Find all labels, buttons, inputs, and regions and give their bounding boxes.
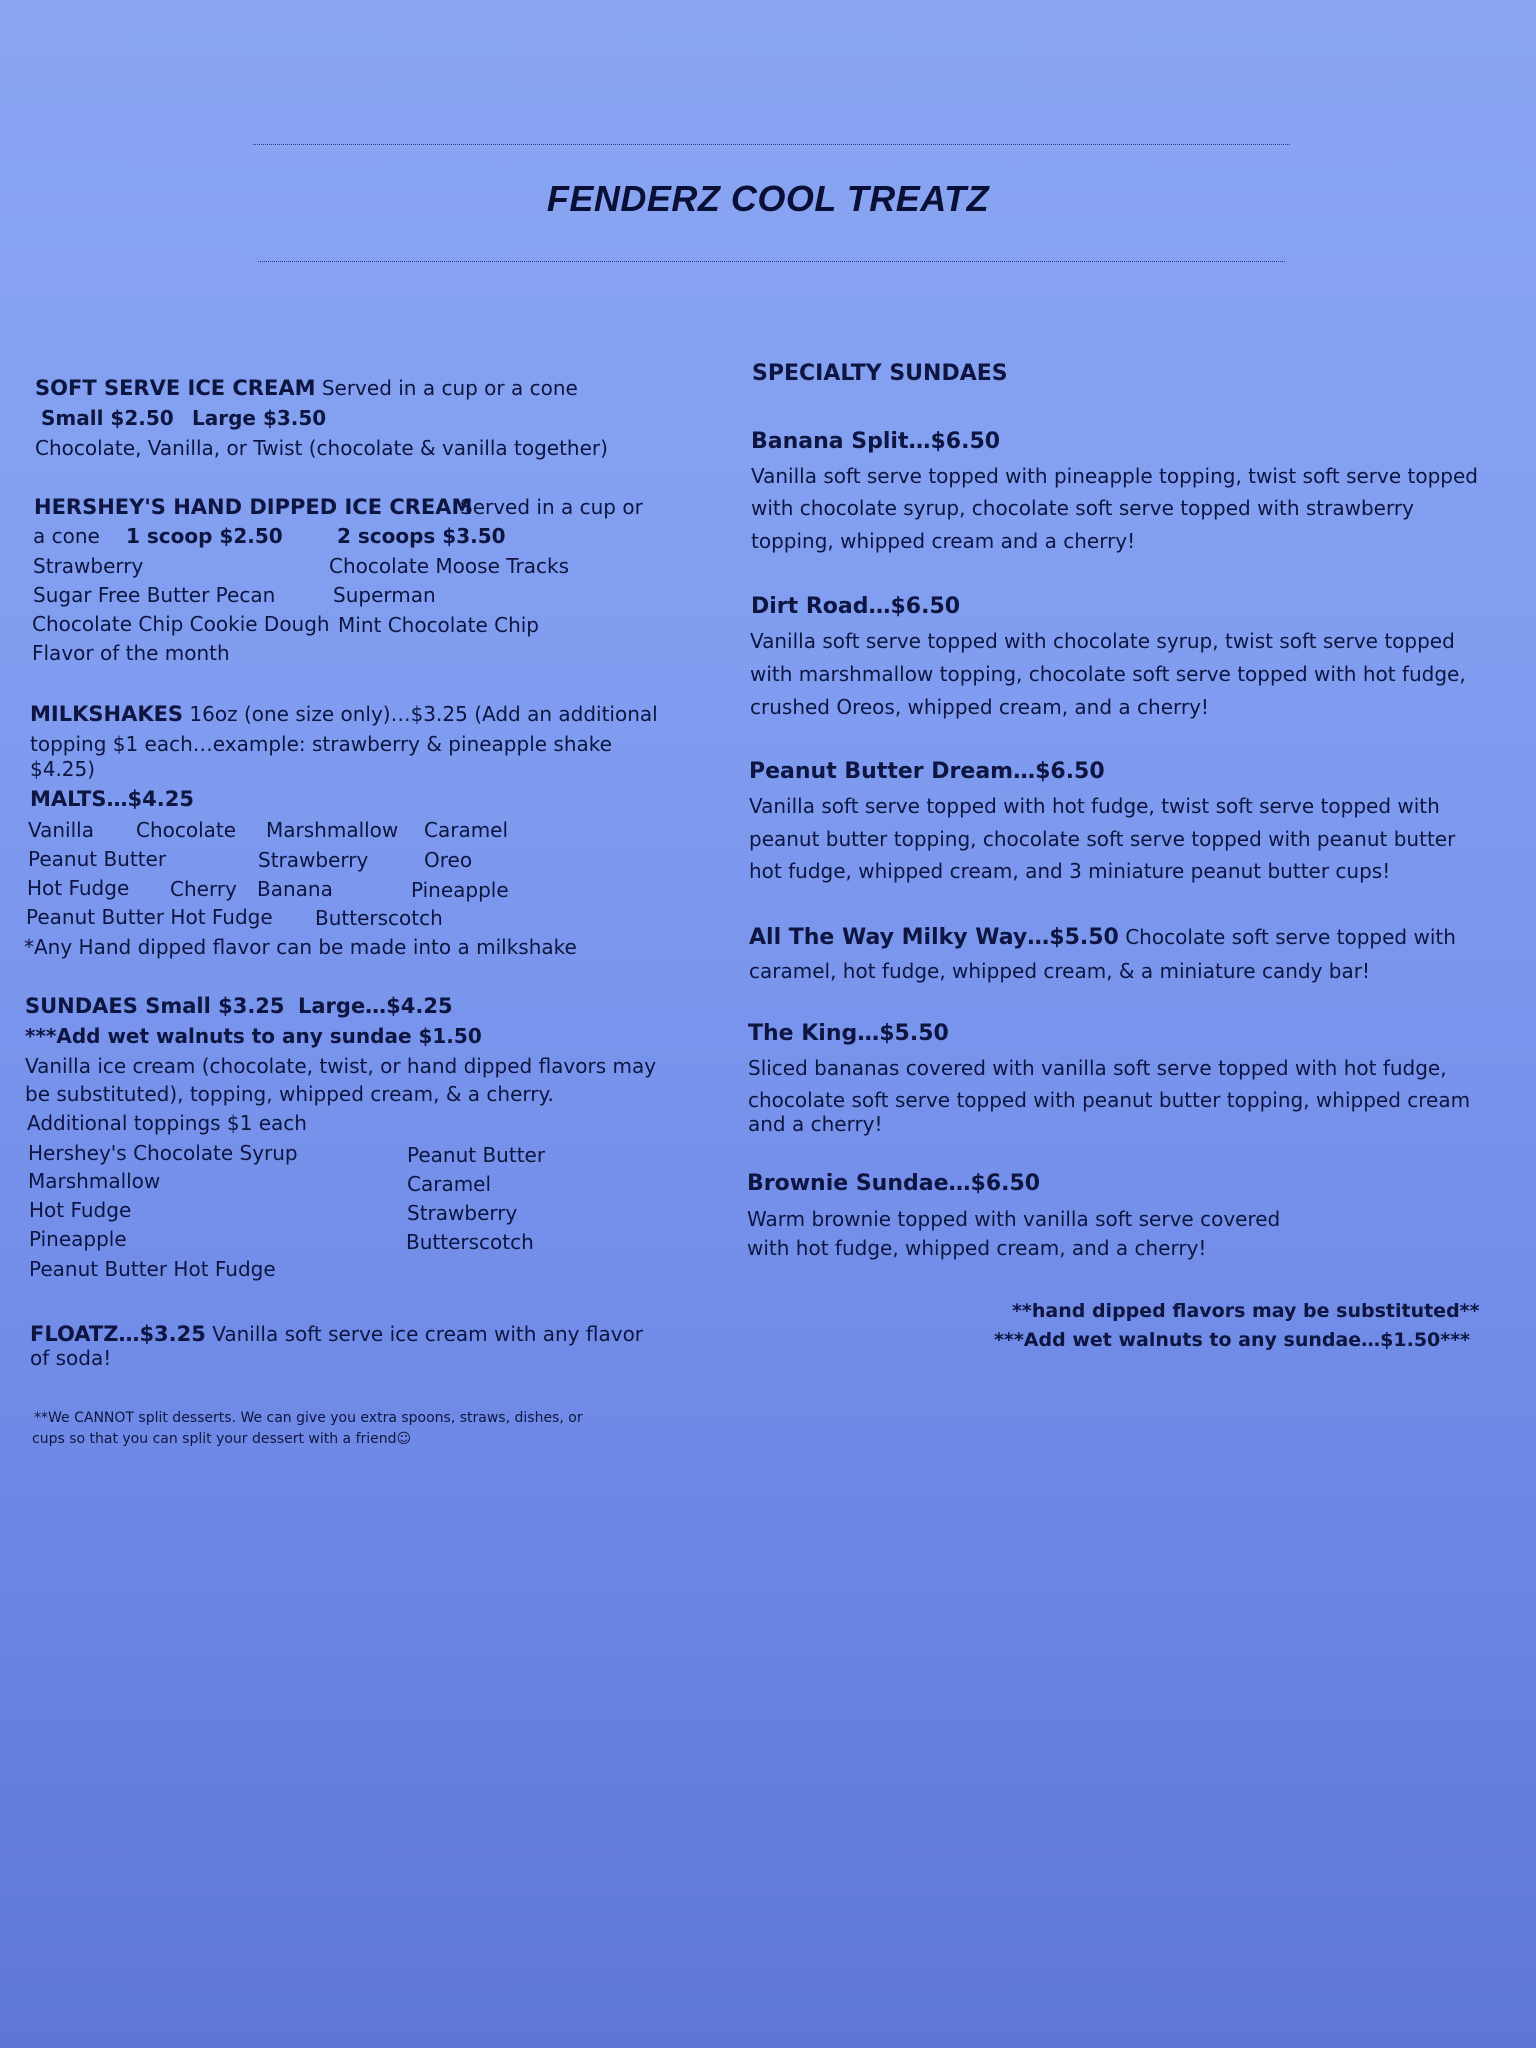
dirt-road-desc: crushed Oreos, whipped cream, and a cherry!	[750, 695, 1209, 719]
hersheys-heading: HERSHEY'S HAND DIPPED ICE CREAM	[34, 495, 473, 519]
hersheys-flavor: Mint Chocolate Chip	[338, 613, 540, 637]
sundae-topping: Strawberry	[407, 1201, 518, 1225]
milkshake-flavor: Strawberry	[258, 848, 369, 872]
milkshake-flavor: Banana	[257, 877, 333, 901]
pb-dream-desc: peanut butter topping, chocolate soft serve topped with peanut butter	[749, 827, 1456, 851]
menu-title: FENDERZ COOL TREATZ	[546, 178, 990, 219]
soft-serve-line	[35, 376, 578, 400]
floatz-desc-2: of soda!	[30, 1346, 112, 1370]
soft-serve-heading: SOFT SERVE ICE CREAM	[35, 376, 316, 400]
hersheys-flavor: Sugar Free Butter Pecan	[33, 583, 276, 607]
dirt-road-desc: Vanilla soft serve topped with chocolate syrup, twist soft serve topped	[750, 629, 1455, 653]
milky-way-desc: Chocolate soft serve topped with	[1125, 925, 1456, 949]
soft-serve-flavors: Chocolate, Vanilla, or Twist (chocolate & vanilla together)	[35, 436, 608, 460]
hersheys-two-scoops-price: 2 scoops $3.50	[337, 524, 506, 548]
malts-price: MALTS…$4.25	[30, 787, 194, 811]
sundaes-additional: Additional toppings $1 each	[27, 1111, 307, 1135]
milky-way-line-1	[749, 925, 1456, 950]
banana-split-desc: Vanilla soft serve topped with pineapple topping, twist soft serve topped	[751, 464, 1478, 488]
milkshake-flavor: Peanut Butter Hot Fudge	[26, 905, 273, 929]
sundae-topping: Hershey's Chocolate Syrup	[28, 1141, 298, 1165]
banana-split-desc: with chocolate syrup, chocolate soft serve topped with strawberry	[751, 496, 1414, 520]
milkshake-flavor: Marshmallow	[266, 818, 399, 842]
milkshake-flavor: Pineapple	[411, 878, 509, 902]
hersheys-served-2: a cone	[33, 524, 100, 548]
milkshake-flavor: Caramel	[424, 818, 509, 842]
the-king-desc: and a cherry!	[748, 1112, 883, 1136]
sundae-topping: Caramel	[407, 1172, 492, 1196]
hersheys-flavor: Chocolate Chip Cookie Dough	[32, 612, 330, 636]
soft-serve-large-price: Large $3.50	[192, 406, 327, 430]
sundaes-desc-2: be substituted), topping, whipped cream, & a cherry.	[25, 1082, 554, 1106]
top-divider	[253, 144, 1290, 145]
milkshake-flavor: Oreo	[424, 848, 473, 872]
specialty-heading: SPECIALTY SUNDAES	[752, 361, 1008, 386]
milkshake-flavor: Butterscotch	[315, 906, 443, 930]
milkshake-flavor: Vanilla	[28, 818, 94, 842]
hersheys-flavor: Flavor of the month	[32, 641, 230, 665]
floatz-line-1	[30, 1322, 643, 1346]
split-note-2: cups so that you can split your dessert with a friend☺	[32, 1431, 412, 1447]
milkshakes-heading: MILKSHAKES	[30, 702, 184, 726]
the-king-name: The King…$5.50	[748, 1021, 949, 1046]
brownie-sundae-desc: Warm brownie topped with vanilla soft serve covered	[747, 1207, 1281, 1231]
sundaes-heading: SUNDAES Small $3.25	[25, 994, 285, 1018]
the-king-desc: chocolate soft serve topped with peanut butter topping, whipped cream	[748, 1088, 1471, 1112]
milkshake-flavor: Chocolate	[136, 818, 237, 842]
walnuts-note: ***Add wet walnuts to any sundae…$1.50***	[994, 1329, 1471, 1351]
milkshakes-desc-3: $4.25)	[30, 757, 96, 781]
the-king-desc: Sliced bananas covered with vanilla soft serve topped with hot fudge,	[748, 1056, 1447, 1080]
sundae-topping: Hot Fudge	[29, 1198, 132, 1222]
milkshake-note: *Any Hand dipped flavor can be made into a milkshake	[24, 935, 577, 959]
milkshakes-desc-1: 16oz (one size only)…$3.25 (Add an additional	[189, 702, 658, 726]
split-note-1: **We CANNOT split desserts. We can give you extra spoons, straws, dishes, or	[34, 1410, 583, 1426]
hersheys-one-scoop-price: 1 scoop $2.50	[126, 524, 283, 548]
hersheys-served-1: Served in a cup or	[460, 495, 643, 519]
dirt-road-name: Dirt Road…$6.50	[751, 594, 961, 619]
sundaes-walnuts-note: ***Add wet walnuts to any sundae $1.50	[25, 1024, 482, 1048]
brownie-sundae-name: Brownie Sundae…$6.50	[747, 1171, 1041, 1196]
pb-dream-desc: Vanilla soft serve topped with hot fudge, twist soft serve topped with	[749, 794, 1440, 818]
sundae-topping: Butterscotch	[406, 1230, 534, 1254]
substitution-note: **hand dipped flavors may be substituted**	[1012, 1300, 1480, 1322]
sundae-topping: Peanut Butter	[407, 1143, 546, 1167]
sundaes-large-price: Large…$4.25	[298, 994, 453, 1018]
banana-split-name: Banana Split…$6.50	[751, 429, 1001, 454]
banana-split-desc: topping, whipped cream and a cherry!	[751, 529, 1136, 553]
floatz-heading: FLOATZ…$3.25	[30, 1322, 206, 1346]
milkshakes-line-1	[30, 702, 658, 726]
milky-way-name: All The Way Milky Way…$5.50	[749, 925, 1119, 950]
milkshake-flavor: Peanut Butter	[28, 847, 167, 871]
brownie-sundae-desc: with hot fudge, whipped cream, and a cherry!	[747, 1236, 1207, 1260]
soft-serve-small-price: Small $2.50	[41, 406, 174, 430]
sundae-topping: Peanut Butter Hot Fudge	[29, 1257, 276, 1281]
dirt-road-desc: with marshmallow topping, chocolate soft serve topped with hot fudge,	[750, 662, 1466, 686]
pb-dream-desc: hot fudge, whipped cream, and 3 miniature peanut butter cups!	[749, 859, 1391, 883]
milky-way-desc: caramel, hot fudge, whipped cream, & a miniature candy bar!	[749, 959, 1370, 983]
bottom-divider	[258, 261, 1285, 262]
sundae-topping: Pineapple	[29, 1227, 127, 1251]
hersheys-flavor: Superman	[333, 583, 436, 607]
pb-dream-name: Peanut Butter Dream…$6.50	[749, 759, 1105, 784]
hersheys-flavor: Strawberry	[33, 554, 144, 578]
milkshake-flavor: Hot Fudge	[27, 876, 130, 900]
milkshakes-desc-2: topping $1 each…example: strawberry & pineapple shake	[30, 732, 612, 756]
floatz-desc-1: Vanilla soft serve ice cream with any flavor	[212, 1322, 644, 1346]
hersheys-flavor: Chocolate Moose Tracks	[329, 554, 569, 578]
soft-serve-served: Served in a cup or a cone	[321, 376, 578, 400]
sundae-topping: Marshmallow	[28, 1169, 161, 1193]
sundaes-desc-1: Vanilla ice cream (chocolate, twist, or hand dipped flavors may	[25, 1054, 657, 1078]
milkshake-flavor: Cherry	[170, 877, 237, 901]
